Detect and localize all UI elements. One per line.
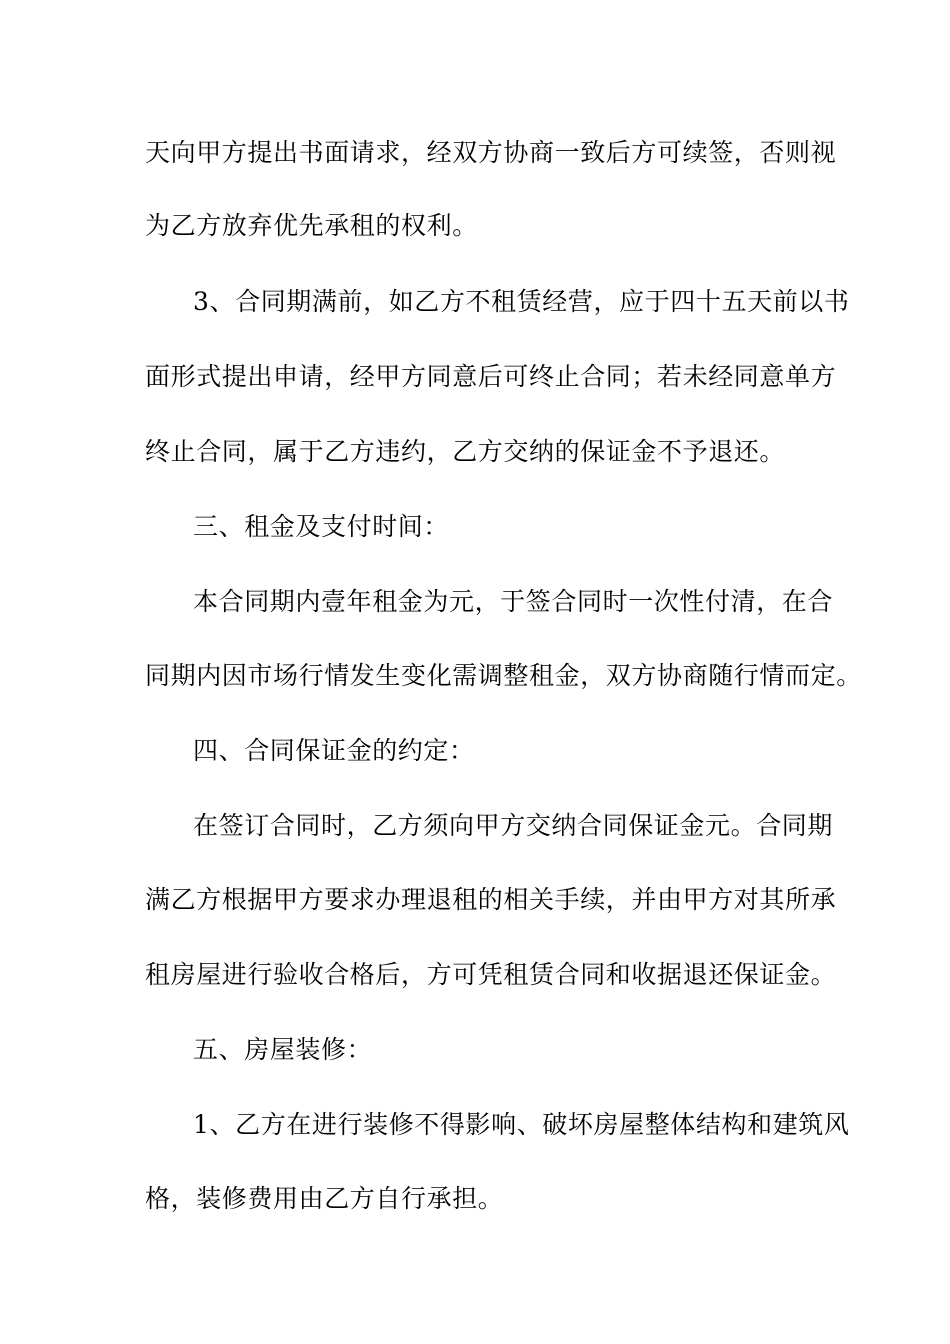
section-heading: 四、合同保证金的约定：	[193, 736, 475, 765]
text-line: 终止合同，属于乙方违约，乙方交纳的保证金不予退还。	[145, 437, 786, 466]
text-line: 格，装修费用由乙方自行承担。	[145, 1184, 504, 1213]
text-line: 天向甲方提出书面请求，经双方协商一致后方可续签，否则视	[145, 138, 837, 167]
text-line: 租房屋进行验收合格后，方可凭租赁合同和收据退还保证金。	[145, 960, 837, 989]
text-line: 面形式提出申请，经甲方同意后可终止合同；若未经同意单方	[145, 362, 837, 391]
text-line: 同期内因市场行情发生变化需调整租金，双方协商随行情而定。	[145, 661, 862, 690]
text-line: 1、乙方在进行装修不得影响、破坏房屋整体结构和建筑风	[193, 1110, 850, 1139]
section-heading: 五、房屋装修：	[193, 1035, 373, 1064]
text-line: 本合同期内壹年租金为元，于签合同时一次性付清，在合	[193, 587, 834, 616]
text-line: 在签订合同时，乙方须向甲方交纳合同保证金元。合同期	[193, 811, 834, 840]
text-line: 满乙方根据甲方要求办理退租的相关手续，并由甲方对其所承	[145, 885, 837, 914]
text-line: 3、合同期满前，如乙方不租赁经营，应于四十五天前以书	[193, 287, 850, 316]
text-line: 为乙方放弃优先承租的权利。	[145, 211, 478, 240]
section-heading: 三、租金及支付时间：	[193, 512, 450, 541]
